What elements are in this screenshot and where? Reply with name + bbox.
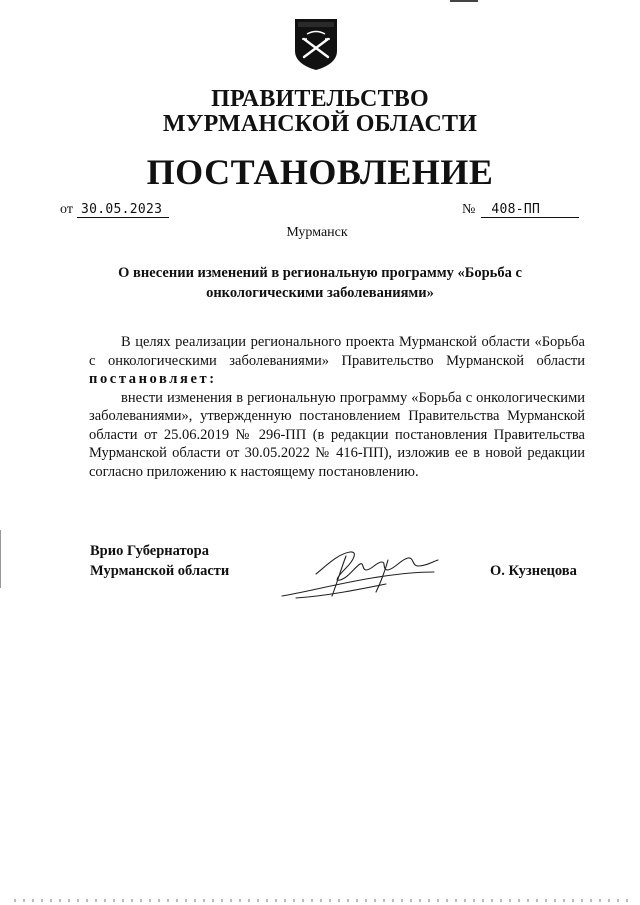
date-label: от [60, 202, 73, 217]
document-date [60, 202, 169, 218]
scan-mark-bottom [14, 899, 634, 902]
signatory-title [90, 541, 229, 581]
scan-mark-top [450, 0, 478, 2]
scan-mark-left [0, 530, 1, 588]
number-value: 408-ПП [481, 202, 579, 218]
date-value: 30.05.2023 [77, 202, 169, 218]
subject-line2: онкологическими заболеваниями» [206, 285, 434, 301]
document-subject [100, 263, 540, 303]
decree-word: постановляет: [89, 371, 217, 387]
city-name: Мурманск [286, 225, 348, 240]
document-body [89, 333, 585, 481]
signatory-name: О. Кузнецова [490, 563, 577, 579]
signatory-title-line2: Мурманской области [90, 563, 230, 579]
subject-line1: О внесении изменений в региональную программу «Борьба с [118, 265, 522, 281]
preamble-text: В целях реализации регионального проекта Мурманской области «Борьба с онкологическими заболеваниями» Правительство Мурманской области [89, 334, 585, 369]
number-label: № [462, 202, 476, 217]
body-paragraph-preamble [89, 333, 585, 389]
document-type-title: ПОСТАНОВЛЕНИЕ [146, 152, 494, 192]
handwritten-signature-icon [276, 538, 446, 602]
org-name-line2: МУРМАНСКОЙ ОБЛАСТИ [162, 111, 478, 137]
body-paragraph-resolution: внести изменения в региональную программу «Борьба с онкологическими заболеваниями», утвержденную постановлением Правительства Мурманской области от 25.06.2019 № 296-ПП (в редакции постановления Правительства Мурманской области от 30.05.2022 № 416-ПП), изложив ее в новой редакции согласно приложению к настоящему постановлению. [89, 389, 585, 480]
coat-of-arms-icon [293, 17, 339, 71]
org-name-line1: ПРАВИТЕЛЬСТВО [211, 86, 429, 112]
signatory-title-line1: Врио Губернатора [90, 543, 209, 559]
document-number [462, 202, 579, 218]
